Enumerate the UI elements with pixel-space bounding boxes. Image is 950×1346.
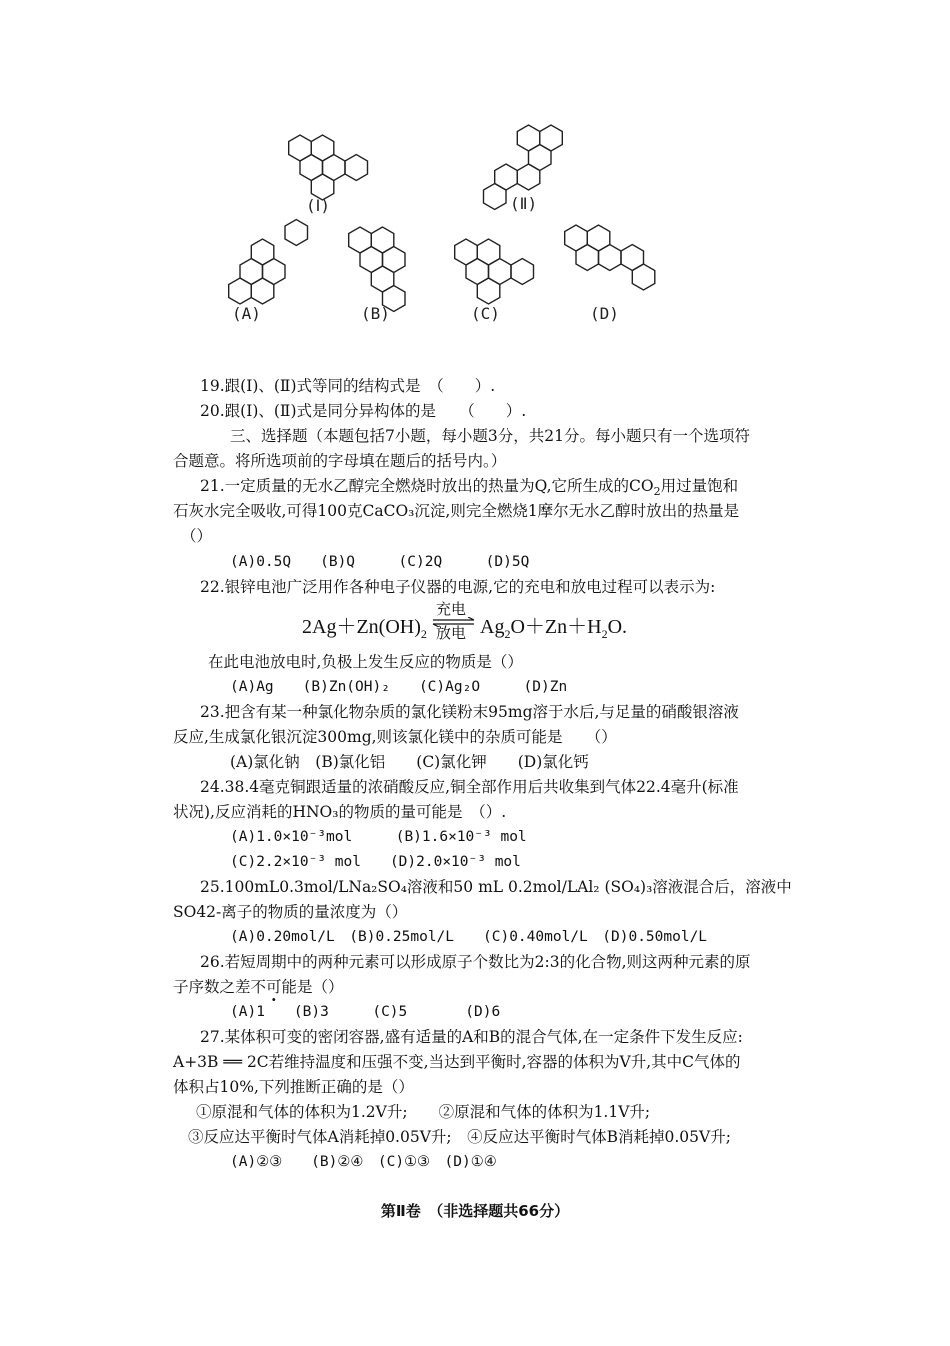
question-24-options-2: (C)2.2×10⁻³ mol (D)2.0×10⁻³ mol [230,854,521,870]
structure-C-ring-5 [477,278,500,304]
question-26-line2: 子序数之差不可能是（） [173,978,344,996]
structure-A-ring-3 [251,278,273,304]
question-21-line3: （） [181,527,213,545]
battery-equation [302,600,642,640]
question-27-line2: A+3B ══ 2C若维持温度和压强不变,当达到平衡时,容器的体积为V升,其中C气体的 [173,1053,741,1071]
question-24-line2: 状况),反应消耗的HNO₃的物质的量可能是 （）. [173,803,507,821]
structure-C-ring-4 [477,239,500,265]
equation-charge-label: 充电 [436,602,467,618]
question-27-line4: ①原混和气体的体积为1.2V升; ②原混和气体的体积为1.1V升; [196,1103,651,1121]
hexagon-structures [0,0,950,340]
structure-C-ring-2 [511,259,534,285]
question-27-line1: 27.某体积可变的密闭容器,盛有适量的A和B的混合气体,在一定条件下发生反应: [200,1028,743,1046]
question-27-line3: 体积占10%,下列推断正确的是（） [173,1078,414,1096]
question-21-options: (A)0.5Q (B)Q (C)2Q (D)5Q [230,554,530,570]
structure-A-ring-4 [251,239,273,265]
section3-heading-line1: 三、选择题（本题包括7小题，每小题3分，共21分。每小题只有一个选项符 [230,427,750,445]
label-II: (Ⅱ) [510,194,538,213]
question-26-options: (A)1 (B)3 (C)5 (D)6 [230,1004,501,1020]
label-A: (A) [232,304,261,323]
section3-heading-line2: 合题意。将所选项前的字母填在题后的括号内。） [173,452,507,470]
question-22-line1: 22.银锌电池广泛用作各种电子仪器的电源,它的充电和放电过程可以表示为: [200,578,716,596]
question-27-line5: ③反应达平衡时气体A消耗掉0.05V升; ④反应达平衡时气体B消耗掉0.05V升; [188,1128,731,1146]
question-19: 19.跟(Ⅰ)、(Ⅱ)式等同的结构式是 （ ）. [200,377,496,395]
question-27-options: (A)②③ (B)②④ (C)①③ (D)①④ [230,1154,497,1170]
question-22-options: (A)Ag (B)Zn(OH)₂ (C)Ag₂O (D)Zn [230,679,568,695]
structure-figure [0,0,950,340]
structure-II-ring-4 [517,164,540,190]
section-2-heading: 第Ⅱ卷 （非选择题共66分） [380,1202,570,1220]
question-21-line1: 21.一定质量的无水乙醇完全燃烧时放出的热量为Q,它所生成的$CO_2$用过量饱和 [200,477,739,499]
structure-I-ring-4 [345,155,368,181]
structure-A-ring-2 [229,278,252,304]
structure-D-ring-2 [576,245,599,271]
question-25-options: (A)0.20mol/L (B)0.25mol/L (C)0.40mol/L (D)0.50mol/L [230,929,708,945]
question-23-line1: 23.把含有某一种氯化物杂质的氯化镁粉末95mg溶于水后,与足量的硝酸银溶液 [200,703,739,721]
question-22-line2: 在此电池放电时,负极上发生反应的物质是（） [208,653,523,671]
structure-II-ring-5 [484,184,507,210]
label-D: (D) [590,304,619,323]
structure-I-ring-3 [311,135,334,161]
label-I: (Ⅰ) [306,196,330,215]
question-25-line2: SO42-离子的物质的量浓度为（） [173,903,408,921]
question-23-options: (A)氯化钠 (B)氯化铝 (C)氯化钾 (D)氯化钙 [230,753,589,771]
question-21-line2: 石灰水完全吸收,可得100克CaCO₃沉淀,则完全燃烧1摩尔无水乙醇时放出的热量是 [173,502,740,520]
question-25-line1: 25.100mL0.3mol/LNa₂SO₄溶液和50 mL 0.2mol/LAl₂ (SO₄)₃溶液混合后，溶液中 [200,878,792,896]
equation-left: $2Ag+Zn(OH)_2$ [302,616,427,641]
structure-D-ring-5 [632,264,655,290]
question-24-options-1: (A)1.0×10⁻³mol (B)1.6×10⁻³ mol [230,829,527,845]
question-26-line1: 26.若短周期中的两种元素可以形成原子个数比为2:3的化合物,则这两种元素的原 [200,953,751,971]
structure-D-ring-3 [599,245,622,271]
emphasis-not-possible: 不可能 [250,978,298,996]
structure-A-ring-5 [285,220,308,246]
equation-discharge-label: 放电 [436,626,467,642]
structure-C-ring-3 [455,239,478,265]
label-B: (B) [361,304,390,323]
question-20: 20.跟(Ⅰ)、(Ⅱ)式是同分异构体的是 （ ）. [200,402,527,420]
label-C: (C) [471,304,500,323]
equation-right: $Ag_2O+Zn+H_2O$. [480,616,628,641]
structure-I-ring-2 [289,135,312,161]
question-24-line1: 24.38.4毫克铜跟适量的浓硝酸反应,铜全部作用后共收集到气体22.4毫升(标准 [200,778,739,796]
question-23-line2: 反应,生成氯化银沉淀300mg,则该氯化镁中的杂质可能是 （） [173,728,617,746]
